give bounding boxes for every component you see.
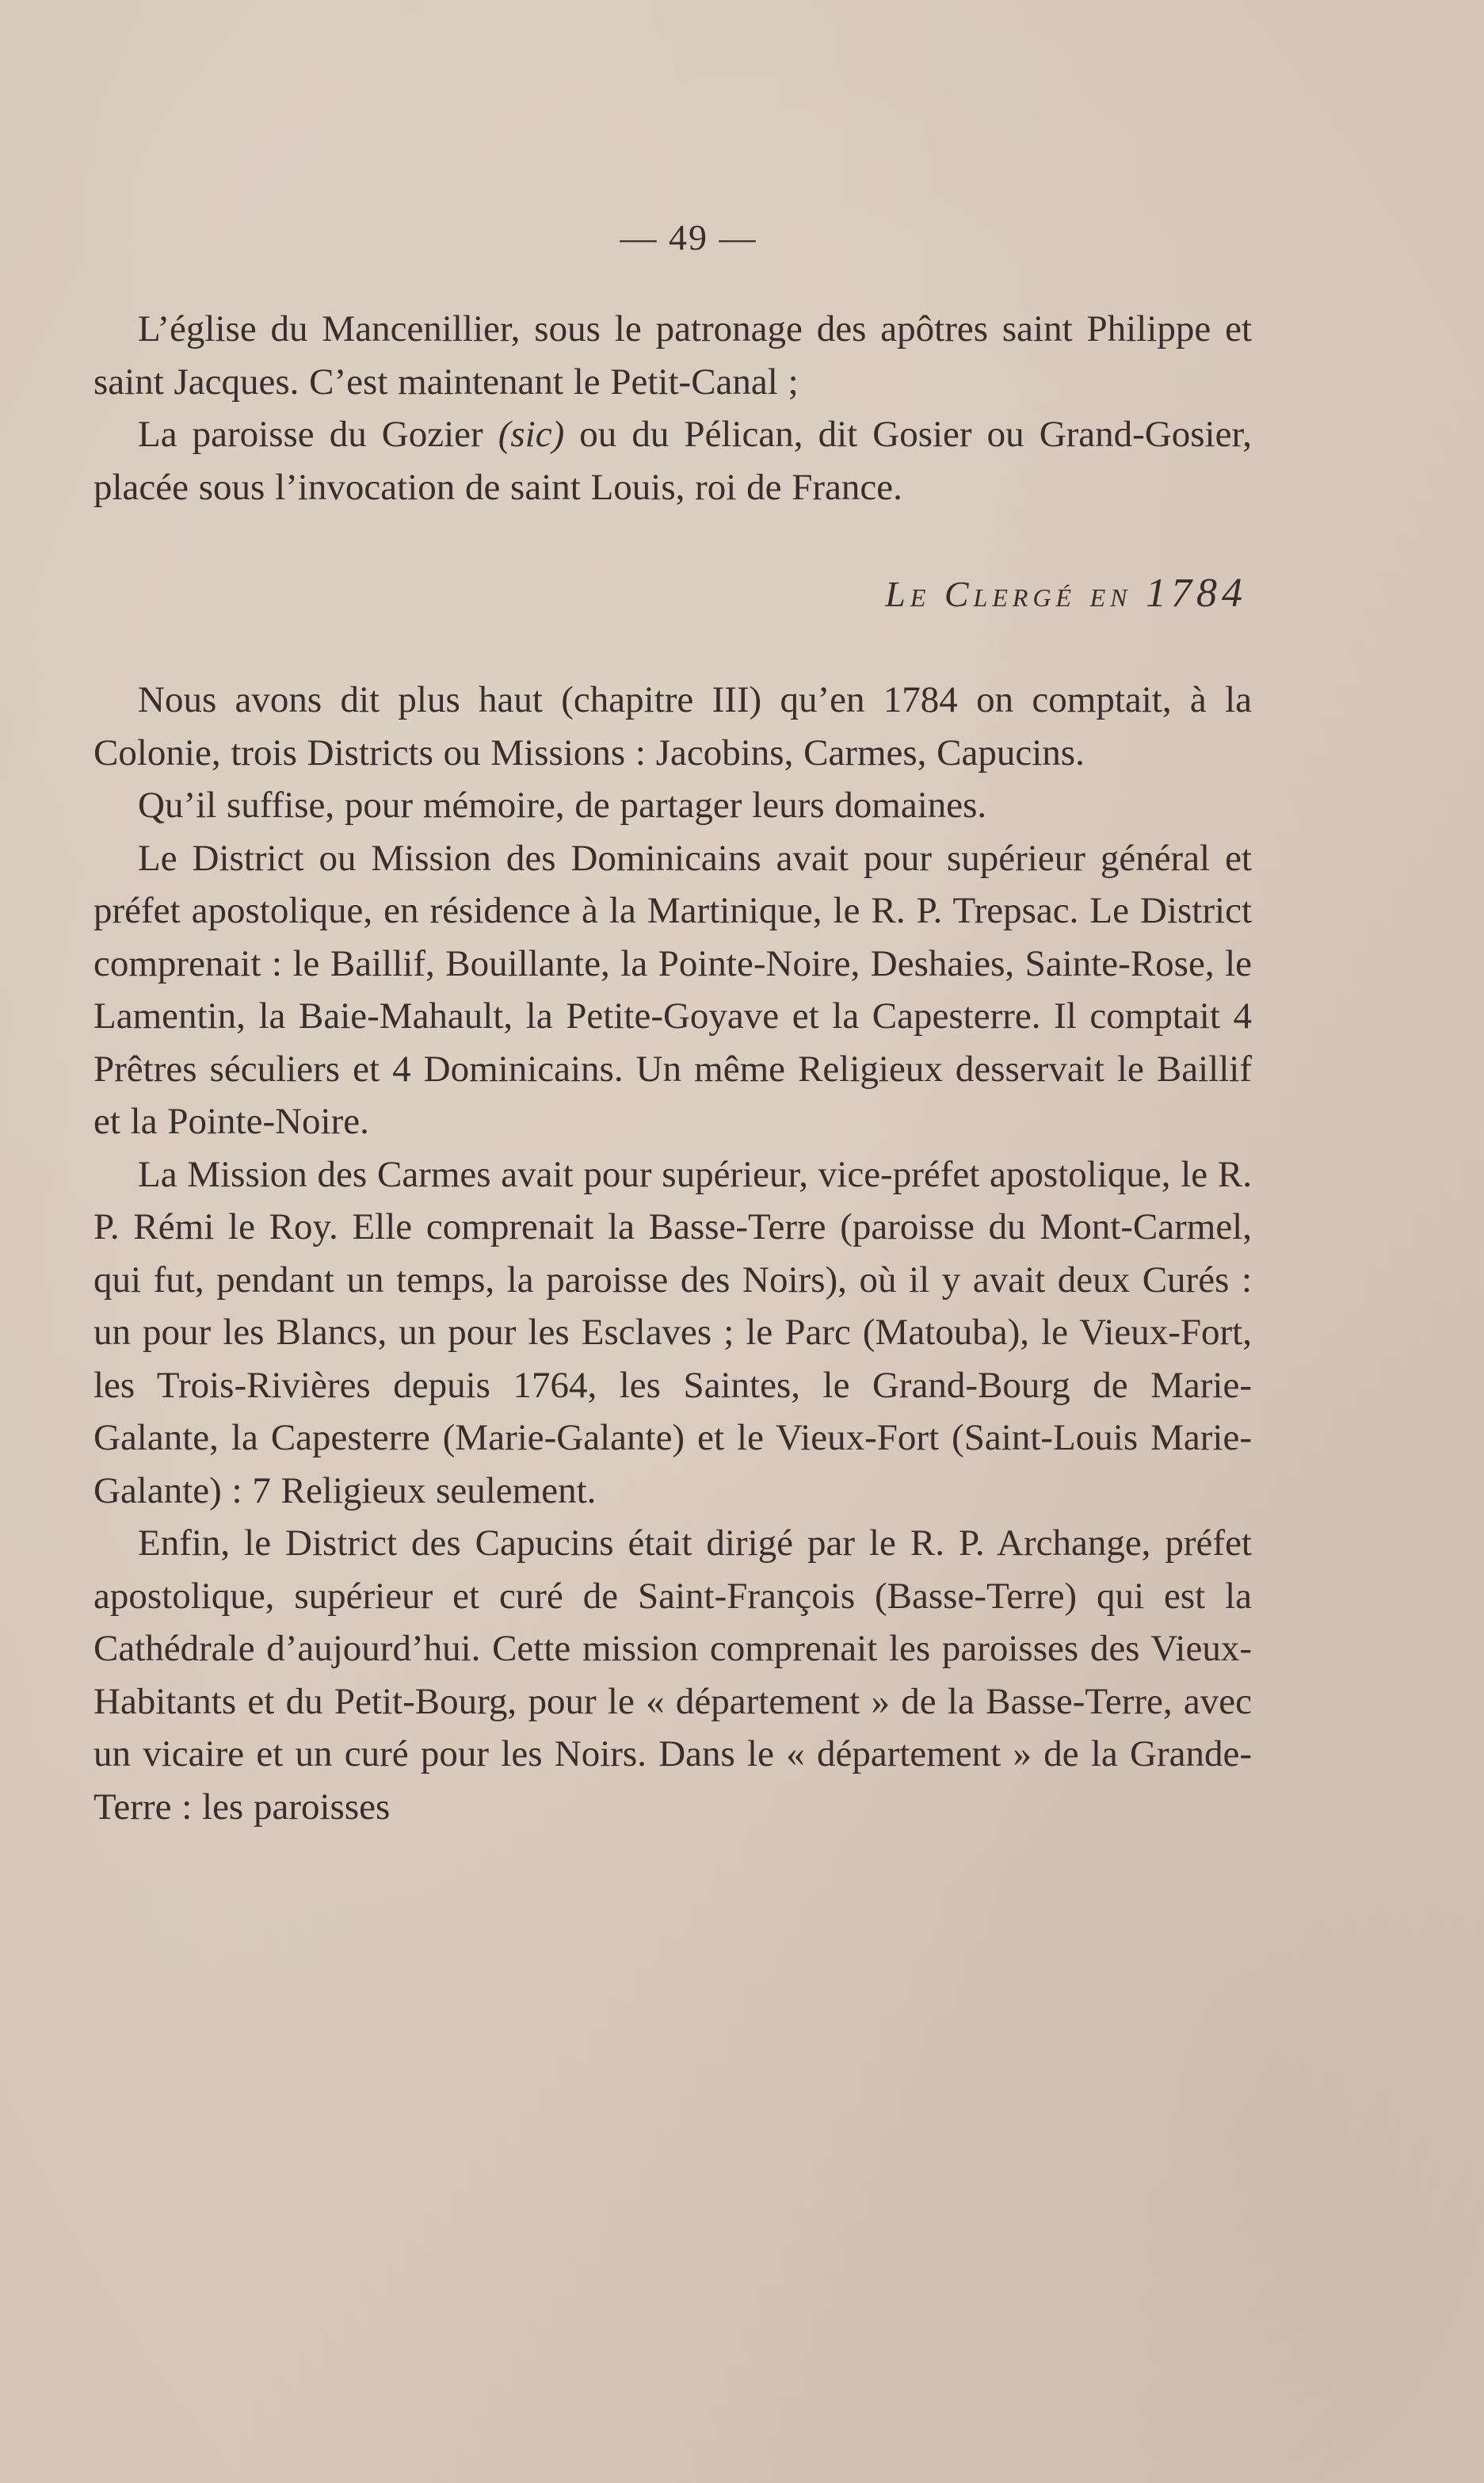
heading-word-clerge: Clergé [944, 574, 1077, 614]
paragraph-capucins: Enfin, le District des Capucins était dirigé par le R. P. Archange, préfet apostolique, supérieur et curé de Saint-François (Basse-Terre) qui est la Cathédrale d’aujourd’hui. Cette mission comprenait les paroisses des Vieux-Habitants et du Petit-Bourg, pour le « département » de la Basse-Terre, avec un vicaire et un curé pour les Noirs. Dans le « département » de la Grande-Terre : les paroisses [93, 1522, 1252, 1828]
paragraph-mancenillier: L’église du Mancenillier, sous le patronage des apôtres saint Philippe et saint Jacques. C’est maintenant le Petit-Canal ; [93, 308, 1252, 403]
paragraph-districts: Nous avons dit plus haut (chapitre III) qu’en 1784 on comptait, à la Colonie, trois Districts ou Missions : Jacobins, Carmes, Capucins. [93, 679, 1252, 774]
paragraph-gozier-text-before: La paroisse du Gozier [138, 414, 498, 455]
heading-year: 1784 [1146, 571, 1247, 616]
paragraph-gozier-text-after: ou du Pélican, dit Gosier ou Grand-Gosier, placée sous l’invocation de saint Louis, roi de France. [93, 414, 1252, 508]
page-number: — 49 — [620, 217, 757, 258]
heading-word-le: Le [885, 574, 931, 614]
paragraph-dominicains: Le District ou Mission des Dominicains avait pour supérieur général et préfet apostolique, en résidence à la Martinique, le R. P. Trepsac. Le District comprenait : le Baillif, Bouillante, la Pointe-Noire, Deshaies, Sainte-Rose, le Lamentin, la Baie-Mahault, la Petite-Goyave et la Capesterre. Il comptait 4 Prêtres séculiers et 4 Dominicains. Un même Religieux desservait le Baillif et la Pointe-Noire. [93, 837, 1252, 1142]
paragraph-carmes: La Mission des Carmes avait pour supérieur, vice-préfet apostolique, le R. P. Rémi le Roy. Elle comprenait la Basse-Terre (paroisse du Mont-Carmel, qui fut, pendant un temps, la paroisse des Noirs), où il y avait deux Curés : un pour les Blancs, un pour les Esclaves ; le Parc (Matouba), le Vieux-Fort, les Trois-Rivières depuis 1764, les Saintes, le Grand-Bourg de Marie-Galante, la Capesterre (Marie-Galante) et le Vieux-Fort (Saint-Louis Marie-Galante) : 7 Religieux seulement. [93, 1153, 1252, 1511]
paragraph-gozier [93, 408, 1252, 514]
section-heading [93, 566, 1247, 621]
sic-note: (sic) [498, 414, 565, 455]
book-page [93, 214, 1252, 1833]
paragraph-domaines: Qu’il suffise, pour mémoire, de partager leurs domaines. [138, 785, 987, 826]
heading-word-en: en [1089, 574, 1132, 614]
